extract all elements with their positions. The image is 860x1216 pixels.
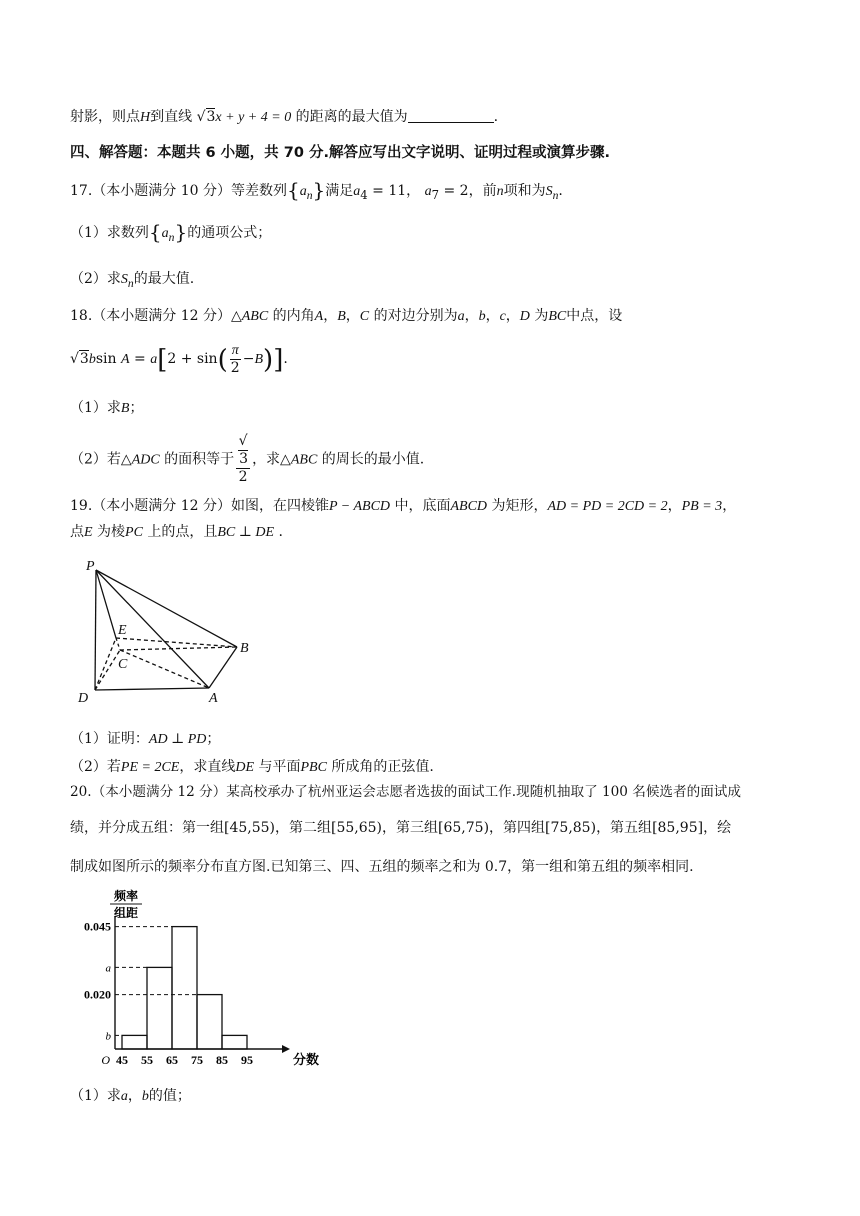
- group-3: [65,75): [438, 820, 490, 836]
- angle-b: B: [120, 401, 130, 416]
- q17-part2-text: （2）求: [70, 271, 121, 287]
- intro-text: 到直线: [150, 109, 193, 125]
- q18-part1-text: （1）求: [70, 400, 121, 416]
- intro-text: 射影，则点: [70, 109, 140, 125]
- base-abcd: ABCD: [450, 499, 488, 514]
- q17-part1-text: 的通项公式；: [187, 225, 272, 241]
- triangle-abc: ABC: [241, 309, 269, 324]
- lengths: AD = PD = 2CD = 2: [547, 499, 668, 514]
- q18-part2-text: ，求△: [252, 451, 291, 468]
- edge-eb: [116, 638, 237, 647]
- a4-value: = 11，: [367, 183, 421, 199]
- fraction-pi-over-2: [230, 342, 241, 377]
- sqrt-3: 3: [206, 109, 216, 125]
- x-axis-label: 分数: [293, 1052, 320, 1067]
- triangle-adc: ADC: [131, 452, 160, 468]
- angle-a: A: [314, 309, 324, 324]
- line-equation: x + y + 4 = 0: [215, 110, 292, 125]
- side-b: b: [478, 309, 486, 324]
- q17-part2: [70, 269, 194, 294]
- q17-part1: （1）求数列$\{a_n\}$的通项公式；: [70, 220, 272, 244]
- pe-eq-2ce: PE = 2CE: [120, 760, 180, 775]
- edge-de: [95, 638, 116, 690]
- label-d: D: [78, 691, 89, 706]
- q19-text: ，: [722, 498, 737, 514]
- q19-text: 点: [70, 524, 84, 540]
- label-c: C: [118, 657, 128, 672]
- q18-head: 18.（本小题满分 12 分）△: [70, 308, 242, 324]
- histogram-bar: [222, 1035, 247, 1049]
- pyramid-figure: [76, 556, 266, 706]
- label-p: P: [86, 559, 95, 574]
- frac-num: 3: [239, 451, 249, 467]
- q18-part2-text: 的面积等于: [164, 451, 235, 468]
- q19-part1: [70, 729, 220, 750]
- x-tick-label: 65: [166, 1053, 178, 1067]
- pyramid: P − ABCD: [328, 499, 391, 514]
- q17-text: ，前: [468, 183, 497, 199]
- q20-part1: [70, 1086, 191, 1107]
- an: a: [299, 184, 307, 199]
- q19-end: .: [278, 524, 283, 540]
- q20-part1-text: （1）求: [70, 1088, 121, 1104]
- q17-end: .: [558, 183, 563, 199]
- side-a: a: [457, 309, 465, 324]
- label-e: E: [118, 623, 127, 638]
- origin-label: O: [101, 1053, 110, 1067]
- q19-part2: [70, 757, 434, 778]
- histogram-bar: [122, 1035, 147, 1049]
- edge-ca: [120, 650, 209, 688]
- formula-b: b: [88, 352, 96, 367]
- q18-part2-text: （2）若△: [70, 451, 132, 468]
- intro-text: 的距离的最大值为: [295, 109, 408, 125]
- point-e: E: [84, 525, 93, 540]
- q19-part2-text: （2）若: [70, 759, 121, 775]
- q18-part1: [70, 398, 143, 419]
- q20-text: 绩，并分成五组：第一组: [70, 820, 224, 836]
- q17-part2-text: 的最大值.: [133, 271, 195, 287]
- edge-dc: [95, 650, 120, 690]
- var-a: a: [120, 1089, 128, 1104]
- y-tick-label: a: [105, 962, 111, 975]
- section-header: 四、解答题：本题共 6 小题，共 70 分.解答应写出文字说明、证明过程或演算步骤.: [70, 145, 610, 161]
- frac-den: 2: [238, 469, 248, 485]
- side-c: c: [499, 309, 506, 324]
- q17-stem: 17.（本小题满分 10 分）等差数列$\{a_n\}$满足$a_4 = 11$， $a_7 = 2$，前n项和为$S_n$.: [70, 178, 563, 202]
- formula-a-angle: A: [120, 352, 130, 367]
- q20-part1-text: 的值；: [148, 1088, 191, 1104]
- a7-value: = 2: [439, 183, 469, 199]
- n-var: n: [496, 184, 504, 199]
- frac-den: 2: [230, 359, 240, 376]
- q20-part1-text: ，: [127, 1088, 142, 1104]
- q18-formula: √3bsin A = a[2 + sin( $\frac{\pi}{2}$ −B)].: [70, 342, 288, 376]
- q19-stem-2: [70, 522, 283, 543]
- y-label-bottom: 组距: [113, 906, 139, 920]
- histogram-bar: [147, 967, 172, 1049]
- triangle-abc: ABC: [290, 452, 318, 468]
- edge-pc: PC: [125, 525, 143, 540]
- q17-head: 17.（本小题满分 10 分）等差数列: [70, 183, 287, 199]
- q19-part2-text: 所成角的正弦值.: [331, 759, 434, 775]
- group-1: [45,55): [224, 820, 276, 836]
- intro-end: .: [493, 109, 499, 125]
- formula-b-angle: B: [254, 352, 264, 367]
- sqrt-3: 3: [79, 351, 89, 367]
- q18-text: 为: [534, 308, 549, 324]
- q20-text: ，第三组: [382, 820, 439, 836]
- angle-b: B: [337, 309, 346, 324]
- an: a: [161, 226, 169, 241]
- var-b: b: [141, 1089, 149, 1104]
- edge-pd: [95, 570, 96, 690]
- x-tick-label: 95: [241, 1053, 253, 1067]
- q19-stem-1: [70, 496, 736, 517]
- q18-stem: 18.（本小题满分 12 分）△ABC 的内角A，B，C 的对边分别为a，b，c，D 为BC中点，设: [70, 308, 623, 324]
- q19-text: 中，底面: [394, 498, 451, 514]
- x-tick-label: 45: [116, 1053, 128, 1067]
- histogram-bar: [172, 927, 197, 1049]
- group-5: [85,95]: [652, 820, 704, 836]
- x-tick-label: 85: [216, 1053, 228, 1067]
- q19-part2-text: ，求直线: [179, 759, 236, 775]
- frac-num: π: [231, 342, 239, 358]
- edge-ec: [116, 638, 120, 650]
- q18-text: 的内角: [272, 308, 315, 324]
- formula-sin: sin: [95, 351, 117, 367]
- formula-end: .: [283, 351, 288, 367]
- q19-part1-text: （1）证明：: [70, 731, 149, 747]
- a4: a: [353, 184, 361, 199]
- an-sub: n: [168, 230, 175, 244]
- q19-text: 为棱: [97, 524, 126, 540]
- point-h: H: [140, 110, 151, 125]
- an-sub: n: [306, 188, 313, 202]
- q19-part1-end: ；: [206, 731, 221, 747]
- q18-text: 的对边分别为: [373, 308, 458, 324]
- q19-text: ，: [667, 498, 682, 514]
- sn: S: [120, 272, 128, 287]
- pb-length: PB = 3: [681, 499, 723, 514]
- q17-text: 满足: [325, 183, 354, 199]
- ad-perp-pd: AD ⊥ PD: [148, 732, 207, 747]
- line-de: DE: [235, 760, 255, 775]
- y-tick-label: 0.020: [84, 987, 111, 1002]
- y-tick-label: 0.045: [84, 919, 111, 934]
- q18-part2: [70, 433, 424, 487]
- a4-sub: 4: [360, 187, 368, 202]
- group-4: [75,85): [545, 820, 597, 836]
- sn-sub: n: [552, 188, 559, 202]
- frequency-histogram: [70, 886, 320, 1070]
- q19-part2-text: 与平面: [258, 759, 301, 775]
- answer-blank: [408, 108, 494, 123]
- edge-cb: [120, 647, 237, 650]
- intro-line: 射影，则点H到直线 √3x + y + 4 = 0 的距离的最大值为 .: [70, 109, 499, 125]
- y-tick-label: b: [105, 1030, 111, 1043]
- y-label-top: 频率: [113, 889, 139, 903]
- a7-sub: 7: [431, 187, 440, 202]
- segment-bc: BC: [548, 309, 567, 324]
- label-a: A: [209, 691, 218, 706]
- formula-minus: −: [242, 351, 255, 367]
- group-2: [55,65): [331, 820, 383, 836]
- x-axis-arrow: [282, 1045, 290, 1053]
- q19-head: 19.（本小题满分 12 分）如图，在四棱锥: [70, 498, 329, 514]
- q18-part1-end: ；: [129, 400, 144, 416]
- q20-text: ，第五组: [596, 820, 653, 836]
- q19-text: 上的点，且: [147, 524, 218, 540]
- q17-text: 项和为: [503, 183, 546, 199]
- q17-part1-text: （1）求数列: [70, 225, 149, 241]
- a7: a: [424, 184, 432, 199]
- x-tick-label: 75: [191, 1053, 203, 1067]
- edge-ab: [209, 647, 237, 688]
- sn-sub: n: [127, 276, 134, 290]
- q20-text: ，第四组: [489, 820, 546, 836]
- formula-a: a: [150, 352, 158, 367]
- plane-pbc: PBC: [300, 760, 327, 775]
- formula-eq: =: [129, 351, 151, 367]
- q18-part2-text: 的周长的最小值.: [321, 451, 425, 468]
- formula-two-sin: 2 + sin: [167, 351, 218, 367]
- label-b: B: [240, 641, 249, 656]
- perpendicular: BC ⊥ DE: [217, 525, 275, 540]
- q20-text: ，绘: [703, 820, 732, 836]
- fraction-sqrt3-over-2: √ 3 2: [236, 433, 250, 486]
- x-tick-label: 55: [141, 1053, 153, 1067]
- angle-c: C: [359, 309, 370, 324]
- sn: S: [545, 184, 553, 199]
- histogram-bar: [197, 995, 222, 1049]
- q18-text: 中点，设: [566, 308, 623, 324]
- q20-text: ，第二组: [275, 820, 332, 836]
- q20-stem-2: [70, 818, 731, 838]
- edge-da: [95, 688, 209, 690]
- q19-text: 为矩形，: [491, 498, 548, 514]
- q20-stem-1: 20.（本小题满分 12 分）某高校承办了杭州亚运会志愿者选拔的面试工作.现随机抽取了 100 名候选者的面试成: [70, 784, 741, 800]
- point-d: D: [519, 309, 530, 324]
- q20-stem-3: 制成如图所示的频率分布直方图.已知第三、四、五组的频率之和为 0.7，第一组和第五组的频率相同.: [70, 859, 694, 875]
